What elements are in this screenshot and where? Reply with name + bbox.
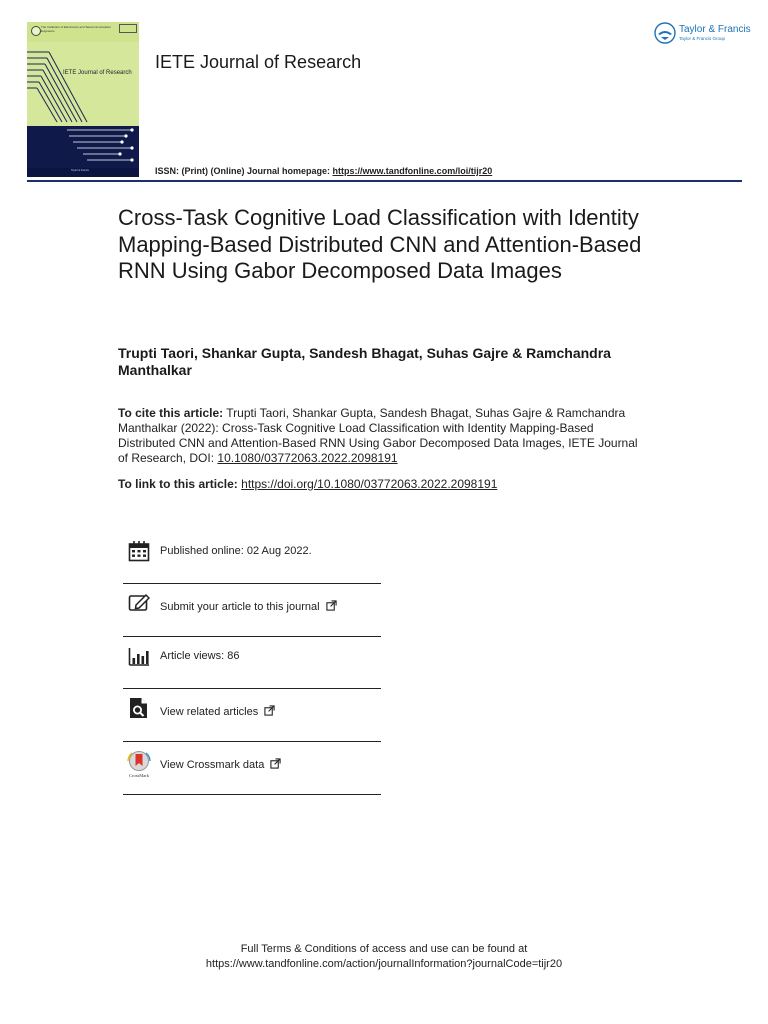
divider (123, 688, 381, 689)
cover-institution: The Institution of Electronics and Telecommunication Engineers (41, 25, 111, 33)
view-crossmark-link[interactable]: View Crossmark data (160, 758, 281, 771)
divider (123, 636, 381, 637)
issn-label: ISSN: (Print) (Online) Journal homepage: (155, 166, 331, 176)
external-link-icon (326, 600, 337, 611)
submit-row[interactable] (123, 592, 381, 620)
external-link-icon (264, 705, 275, 716)
publisher-name: Taylor & Francis (679, 24, 751, 35)
divider (123, 794, 381, 795)
citation-text: Trupti Taori, Shankar Gupta, Sandesh Bhagat, Suhas Gajre & Ramchandra Manthalkar (2022): Cross-Task Cognitive Load Classification with Identity Mapping-Based Distributed CNN and Attention-Based RNN Using Gabor Decomposed Data Images, IETE Journal of Research, DOI: (118, 406, 638, 465)
external-link-icon (270, 758, 281, 769)
published-row (123, 538, 381, 566)
related-row[interactable] (123, 697, 381, 725)
bar-chart-icon (128, 645, 150, 667)
taylor-francis-logo-icon (654, 22, 676, 44)
citation-label: To cite this article: (118, 406, 224, 420)
terms-url[interactable]: https://www.tandfonline.com/action/journalInformation?journalCode=tijr20 (205, 958, 563, 970)
header-divider (27, 180, 742, 182)
cover-lines-graphic (27, 22, 139, 177)
publisher-group: Taylor & Francis Group (679, 36, 726, 41)
article-link-label: To link to this article: (118, 477, 238, 491)
published-date: Published online: 02 Aug 2022. (160, 545, 312, 557)
submit-article-link[interactable]: Submit your article to this journal (160, 600, 337, 613)
calendar-icon (128, 540, 150, 562)
citation-block (118, 406, 648, 466)
crossmark-logo-text: CrossMark (129, 773, 149, 778)
article-views: Article views: 86 (160, 650, 240, 662)
issn-line (155, 166, 492, 176)
journal-title: IETE Journal of Research (155, 52, 362, 72)
citation-doi-link[interactable]: 10.1080/03772063.2022.2098191 (217, 451, 398, 465)
crossmark-icon (126, 750, 152, 778)
divider (123, 583, 381, 584)
cover-title: IETE Journal of Research (63, 70, 132, 76)
article-link-line (118, 477, 678, 492)
views-row (123, 645, 381, 673)
article-title: Cross-Task Cognitive Load Classification with Identity Mapping-Based Distributed CNN and Attention-Based RNN Using Gabor Decomposed Data Images (118, 205, 642, 283)
crossmark-row[interactable] (123, 750, 381, 780)
edit-icon (128, 592, 150, 614)
view-related-articles-link[interactable]: View related articles (160, 705, 275, 718)
article-authors: Trupti Taori, Shankar Gupta, Sandesh Bhagat, Suhas Gajre & Ramchandra Manthalkar (118, 345, 611, 378)
journal-homepage-link[interactable]: https://www.tandfonline.com/loi/tijr20 (332, 166, 493, 176)
related-articles-icon (128, 697, 150, 719)
terms-footer (0, 942, 768, 972)
article-doi-url[interactable]: https://doi.org/10.1080/03772063.2022.2098191 (241, 477, 498, 491)
terms-text: Full Terms & Conditions of access and use can be found at (240, 943, 528, 955)
cover-publisher: Taylor & Francis (71, 169, 89, 172)
divider (123, 741, 381, 742)
journal-cover-image (27, 22, 139, 177)
